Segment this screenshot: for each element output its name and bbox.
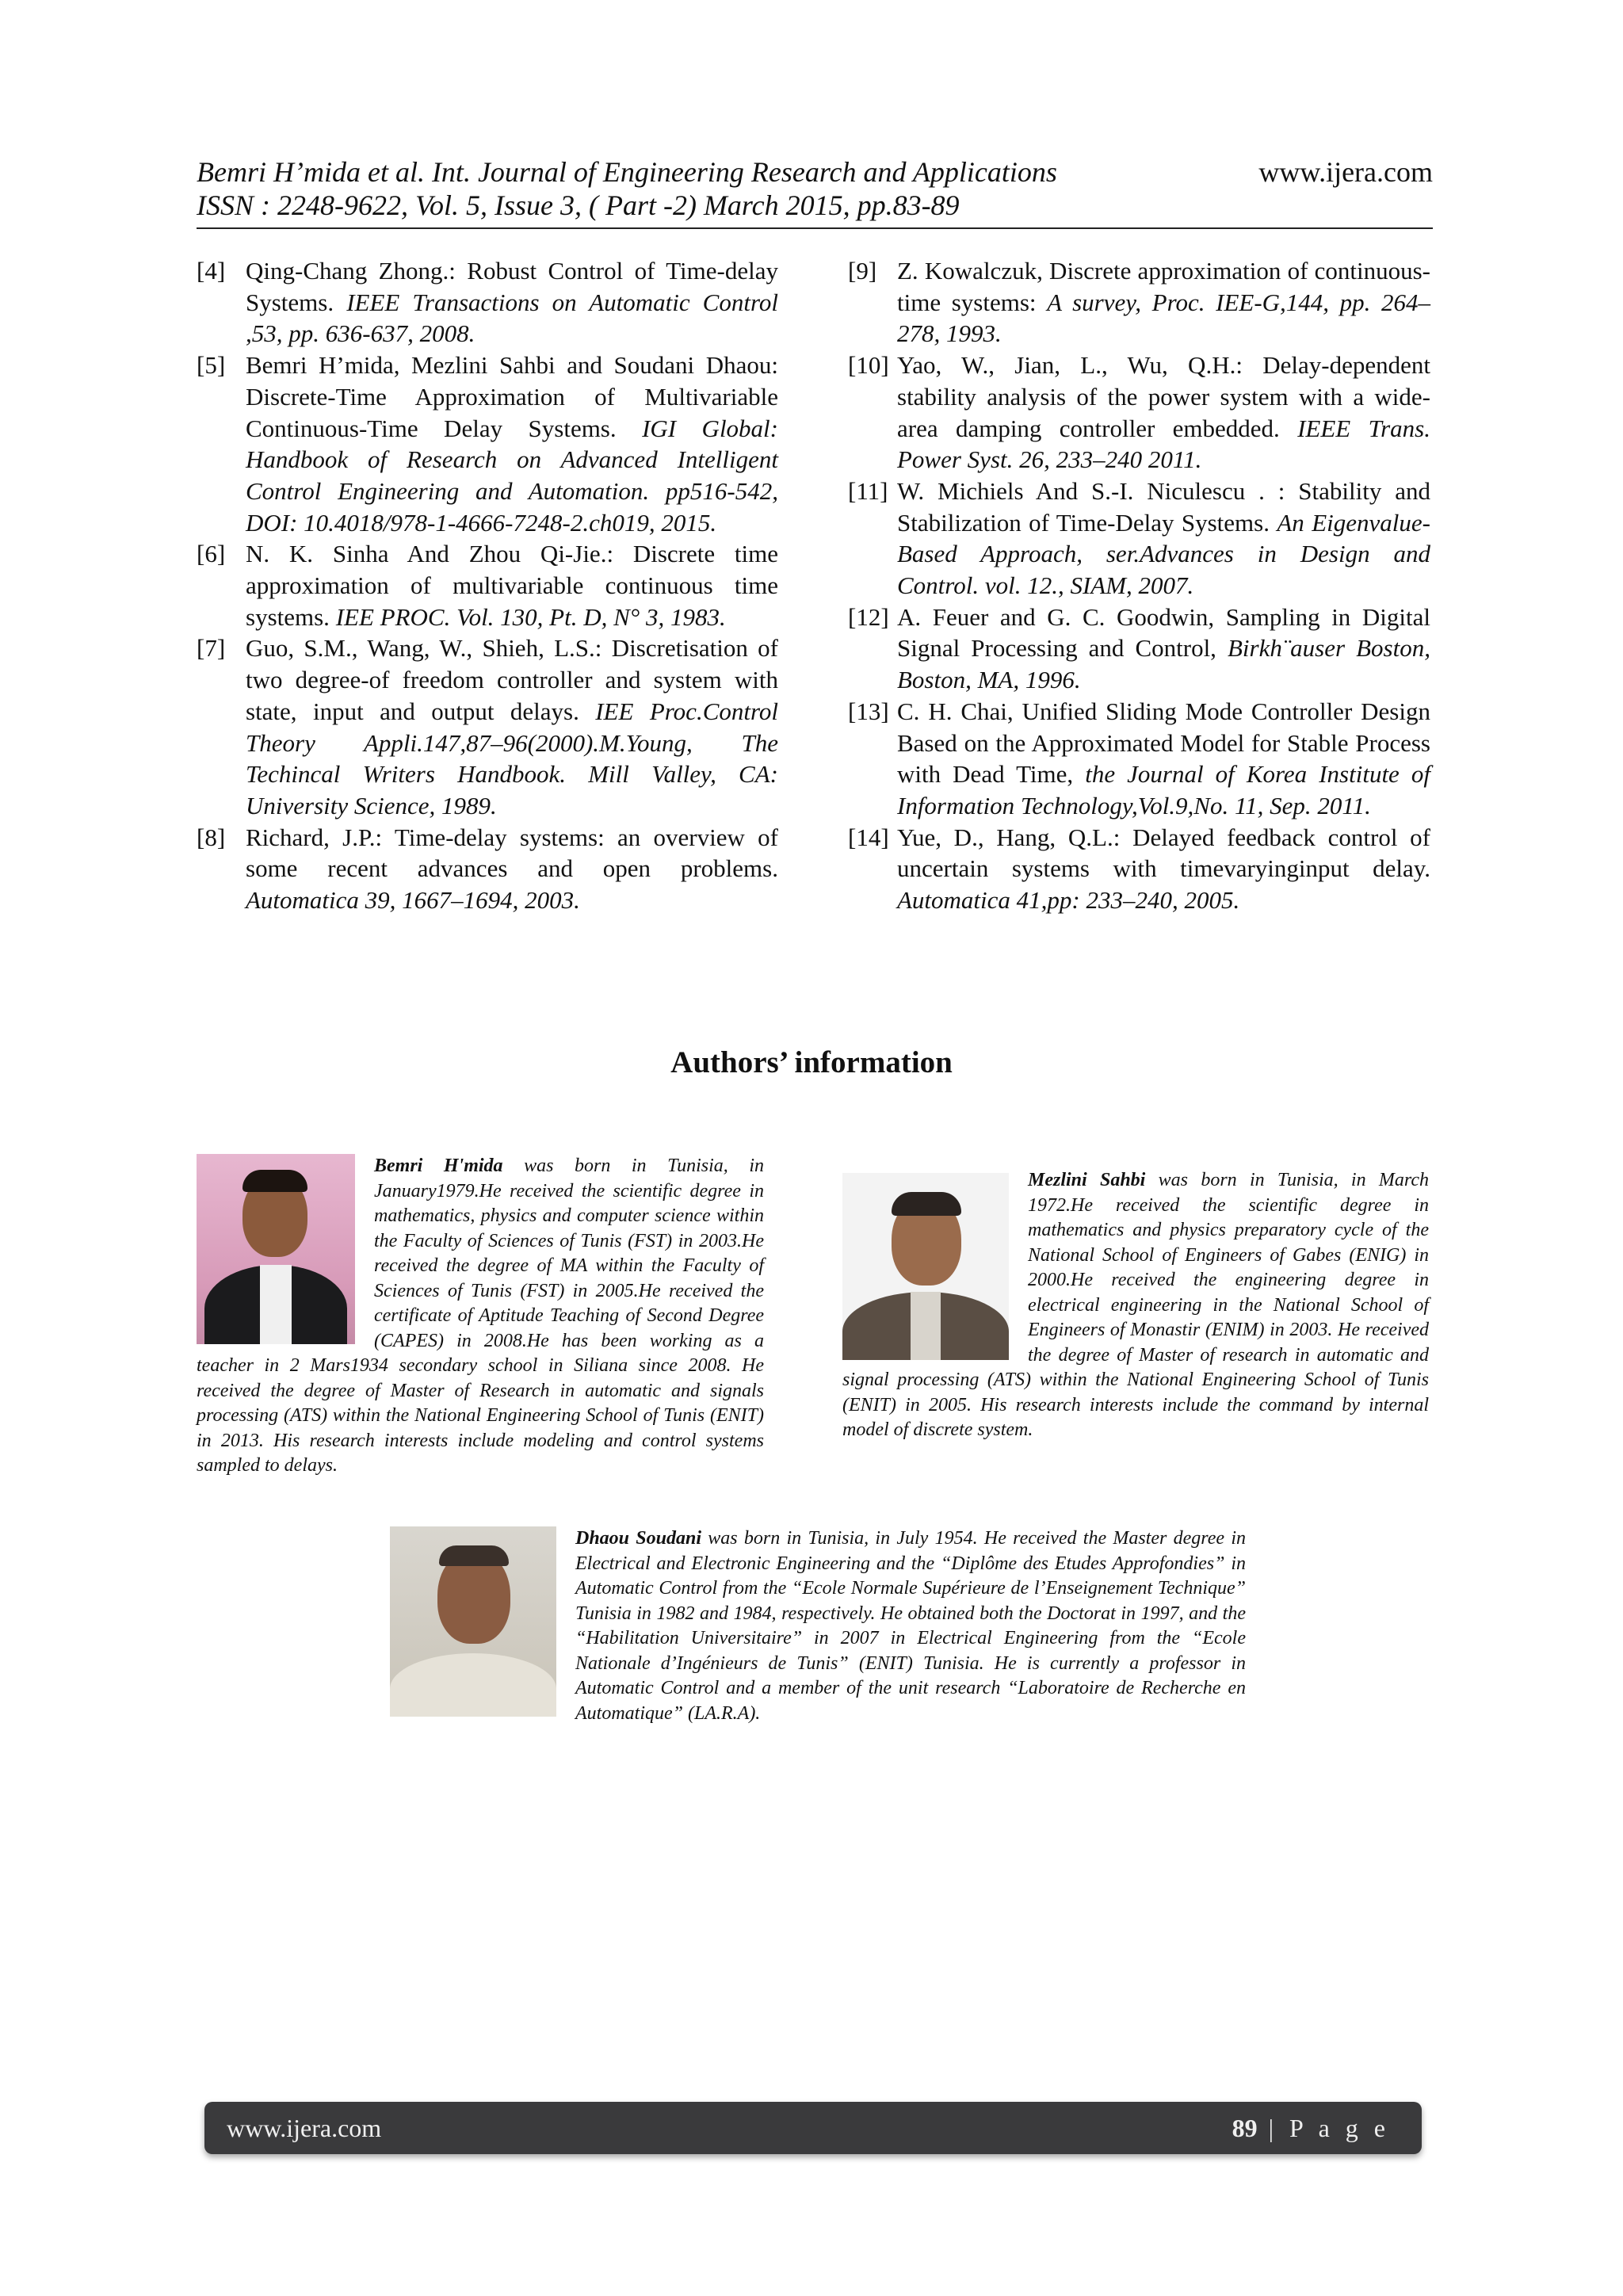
author-name: Bemri H'mida xyxy=(374,1156,503,1176)
author-bio-dhaou xyxy=(390,1526,1246,1726)
author-name: Dhaou Soudani xyxy=(575,1528,702,1549)
reference-text: Z. Kowalczuk, Discrete approximation of continuous-time systems: xyxy=(897,257,1430,316)
reference-text: Bemri H’mida, Mezlini Sahbi and Soudani Dhaou: Discrete-Time Approximation of Multivariable Continuous-Time Delay Systems. xyxy=(246,351,778,442)
reference-item xyxy=(197,632,778,821)
reference-number: [4] xyxy=(197,257,226,285)
reference-source: Birkh¨auser Boston, Boston, MA, 1996. xyxy=(897,634,1430,694)
header-issue: ISSN : 2248-9622, Vol. 5, Issue 3, ( Part -2) March 2015, pp.83-89 xyxy=(197,189,960,221)
reference-source: An Eigenvalue-Based Approach, ser.Advances in Design and Control. vol. 12., SIAM, 2007. xyxy=(897,508,1430,600)
authors-section-title: Authors’ information xyxy=(670,1045,953,1079)
reference-item xyxy=(848,255,1430,350)
reference-number: [8] xyxy=(197,823,226,851)
reference-source: IEE Proc.Control Theory Appli.147,87–96(2000).M.Young, The Techincal Writers Handbook. Mill Valley, CA: University Science, 1989. xyxy=(246,697,779,819)
reference-source: A survey, Proc. IEE-G,144, pp. 264–278, 1993. xyxy=(897,288,1430,348)
reference-number: [11] xyxy=(848,476,888,505)
running-header xyxy=(197,155,1433,222)
reference-item xyxy=(848,696,1430,822)
reference-source: IEEE Trans. Power Syst. 26, 233–240 2011. xyxy=(897,414,1430,474)
page-number: 89 xyxy=(1232,2113,1258,2142)
author-photo xyxy=(197,1154,355,1344)
reference-number: [13] xyxy=(848,697,889,725)
reference-source: IEEE Transactions on Automatic Control ,53, pp. 636-637, 2008. xyxy=(246,288,779,348)
references-right-column xyxy=(848,255,1430,916)
reference-text: W. Michiels And S.-I. Niculescu . : Stability and Stabilization of Time-Delay Systems. xyxy=(897,476,1430,537)
author-photo xyxy=(390,1526,556,1717)
reference-item xyxy=(197,822,778,916)
reference-number: [14] xyxy=(848,823,889,851)
header-divider xyxy=(197,227,1433,229)
reference-source: Automatica 41,pp: 233–240, 2005. xyxy=(897,886,1240,915)
reference-text: Qing-Chang Zhong.: Robust Control of Time-delay Systems. xyxy=(246,257,778,316)
reference-text: Guo, S.M., Wang, W., Shieh, L.S.: Discretisation of two degree-of freedom controller and system with state, input and output delays. xyxy=(246,634,778,725)
reference-text: A. Feuer and G. C. Goodwin, Sampling in Digital Signal Processing and Control, xyxy=(897,602,1430,663)
header-website[interactable]: www.ijera.com xyxy=(1258,156,1433,188)
reference-item xyxy=(197,350,778,538)
author-biography: was born in Tunisia, in January1979.He received the scientific degree in mathematics, physics and computer science within the Faculty of Sciences of Tunis (FST) in 2003.He received the degree of MA within the Faculty of Sciences of Tunis (FST) in 2005.He received the certificate of Aptitude Teaching of Second Degree (CAPES) in 2008.He has been working as a teacher in 2 Mars1934 secondary school in Siliana since 2008. He received the degree of Master of Research in automatic and signals processing (ATS) within the National Engineering School of Tunis (ENIT) in 2013. His research interests include modeling and control systems sampled to delays. xyxy=(197,1156,764,1476)
author-biography: was born in Tunisia, in July 1954. He received the Master degree in Electrical and Electronic Engineering and the “Diplôme des Etudes Approfondies” in Automatic Control from the “Ecole Normale Supérieure de l’Enseignement Technique” Tunisia in 1982 and 1984, respectively. He obtained both the Doctorat in 1997, and the “Habilitation Universitaire” in 2007 in Electrical Engineering from the “Ecole Nationale d’Ingénieurs de Tunis” (ENIT) Tunisia. He is currently a professor in Automatic Control and a member of the unit research “Laboratoire de Recherche en Automatique” (LA.R.A). xyxy=(575,1528,1246,1724)
author-bio-bemri xyxy=(197,1154,764,1479)
reference-item xyxy=(848,350,1430,476)
header-citation: Bemri H’mida et al. Int. Journal of Engineering Research and Applications xyxy=(197,156,1057,188)
reference-source: the Journal of Korea Institute of Information Technology,Vol.9,No. 11, Sep. 2011. xyxy=(897,760,1430,819)
reference-item xyxy=(197,538,778,632)
page-indicator xyxy=(1232,2114,1390,2143)
reference-number: [12] xyxy=(848,602,889,631)
reference-item xyxy=(197,255,778,350)
author-bio-mezlini xyxy=(842,1168,1429,1443)
reference-number: [9] xyxy=(848,257,877,285)
reference-text: C. H. Chai, Unified Sliding Mode Controller Design Based on the Approximated Model for Stable Process with Dead Time, xyxy=(897,697,1430,789)
reference-item xyxy=(848,822,1430,916)
footer-website[interactable]: www.ijera.com xyxy=(227,2113,382,2142)
reference-number: [10] xyxy=(848,351,889,380)
reference-item xyxy=(848,602,1430,696)
reference-number: [7] xyxy=(197,634,226,663)
reference-text: Richard, J.P.: Time-delay systems: an overview of some recent advances and open problems. xyxy=(246,823,778,883)
reference-text: Yao, W., Jian, L., Wu, Q.H.: Delay-dependent stability analysis of the power system with a wide-area damping controller embedded. xyxy=(897,351,1430,442)
reference-text: Yue, D., Hang, Q.L.: Delayed feedback control of uncertain systems with timevaryinginput delay. xyxy=(897,823,1430,883)
reference-number: [5] xyxy=(197,351,226,380)
page-label: | P a g e xyxy=(1268,2113,1390,2142)
reference-source: Automatica 39, 1667–1694, 2003. xyxy=(246,886,580,915)
references-left-column xyxy=(197,255,778,916)
reference-item xyxy=(848,476,1430,602)
reference-source: IEE PROC. Vol. 130, Pt. D, N° 3, 1983. xyxy=(335,602,726,631)
reference-number: [6] xyxy=(197,540,226,568)
reference-text: N. K. Sinha And Zhou Qi-Jie.: Discrete time approximation of multivariable continuous time systems. xyxy=(246,540,778,631)
author-photo xyxy=(842,1173,1009,1360)
author-biography: was born in Tunisia, in March 1972.He received the scientific degree in mathematics and physics preparatory cycle of the National School of Engineers of Gabes (ENIG) in 2000.He received the engineering degree in electrical engineering in the National School of Engineers of Monastir (ENIM) in 2003. He received the degree of Master of research in automatic and signal processing (ATS) within the National Engineering School of Tunis (ENIT) in 2005. His research interests include the command by internal model of discrete system. xyxy=(842,1170,1429,1440)
author-name: Mezlini Sahbi xyxy=(1028,1170,1146,1190)
reference-source: IGI Global: Handbook of Research on Advanced Intelligent Control Engineering and Automation. pp516-542, DOI: 10.4018/978-1-4666-7248-2.ch019, 2015. xyxy=(246,414,778,537)
page-footer xyxy=(204,2102,1422,2154)
